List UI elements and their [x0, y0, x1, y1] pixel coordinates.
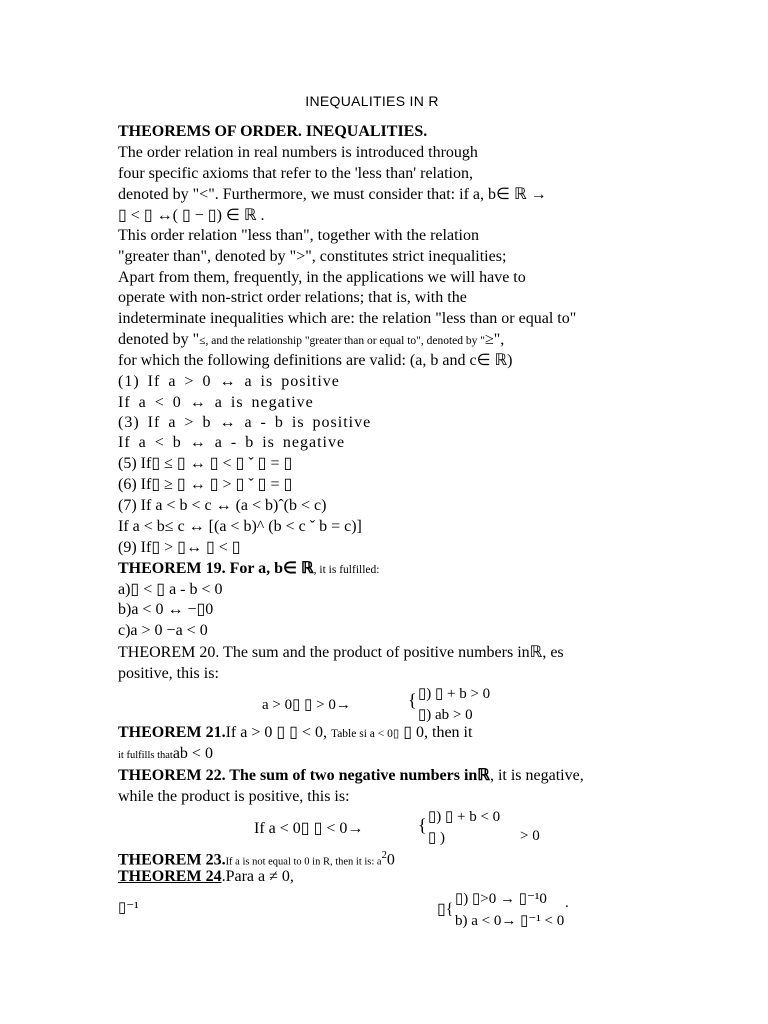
definition-item: If a < b≤ c ↔ [(a < b)^ (b < c ˇ b = c)] — [118, 518, 362, 535]
theorem-19-item: a)▯ < ▯ a - b < 0 — [118, 581, 223, 598]
formula-left: If a < 0▯ ▯ < 0→ — [254, 820, 364, 837]
theorem-20-line: positive, this is: — [118, 665, 219, 682]
formula-case: ▯) ▯>0 → ▯⁻¹0 — [455, 891, 547, 907]
definition-item: If a < b ↔ a - b is negative — [118, 434, 346, 451]
brace: ▯{ — [437, 901, 454, 918]
definition-item: (3) If a > b ↔ a - b is positive — [118, 414, 372, 431]
text-line: four specific axioms that refer to the 'less than' relation, — [118, 165, 473, 182]
theorem-22-line: while the product is positive, this is: — [118, 788, 350, 805]
definition-item: (1) If a > 0 ↔ a is positive — [118, 373, 340, 390]
formula-case: ▯ ) — [428, 830, 445, 846]
text-line: Apart from them, frequently, in the applications we will have to — [118, 269, 526, 286]
text-line-denoted: denoted by "≤, and the relationship "greater than or equal to", denoted by "≥", — [118, 331, 505, 348]
text-line: denoted by "<". Furthermore, we must consider that: if a, b∈ ℝ → — [118, 186, 547, 203]
formula-case: ▯) ▯ + b < 0 — [428, 809, 501, 825]
definition-item: (9) If▯ > ▯↔ ▯ < ▯ — [118, 539, 241, 556]
theorem-19-item: b)a < 0 ↔ −▯0 — [118, 601, 214, 618]
definition-item: (5) If▯ ≤ ▯ ↔ ▯ < ▯ ˇ ▯ = ▯ — [118, 455, 293, 472]
text-line: "greater than", denoted by ">", constitutes strict inequalities; — [118, 248, 507, 265]
theorem-21-line: it fulfills thatab < 0 — [118, 745, 213, 762]
page-title: INEQUALITIES IN R — [305, 93, 439, 109]
formula-case: ▯) ab > 0 — [418, 707, 473, 723]
definition-item: (7) If a < b < c ↔ (a < b)ˆ(b < c) — [118, 497, 327, 514]
formula-case: > 0 — [520, 828, 540, 844]
theorem-22: THEOREM 22. The sum of two negative numbers inℝ, it is negative, — [118, 767, 584, 784]
theorem-20: THEOREM 20. The sum and the product of positive numbers inℝ, es — [118, 644, 564, 661]
definition-item: If a < 0 ↔ a is negative — [118, 394, 314, 411]
theorem-19-item: c)a > 0 −a < 0 — [118, 622, 208, 639]
theorem-24: THEOREM 24.Para a ≠ 0, — [118, 868, 294, 885]
text-line: operate with non-strict order relations; that is, with the — [118, 289, 467, 306]
formula-left: a > 0▯ ▯ > 0→ — [262, 697, 351, 713]
text-line: for which the following definitions are valid: (a, b and c∈ ℝ) — [118, 352, 513, 369]
theorem-19: THEOREM 19. For a, b∈ ℝ, it is fulfilled: — [118, 560, 380, 577]
brace: { — [418, 815, 427, 835]
text-line: The order relation in real numbers is introduced through — [118, 144, 478, 161]
formula-left: ▯⁻¹ — [118, 900, 139, 916]
text-line: ▯ ˂ ▯ ↔( ▯ − ▯) ∈ ℝ . — [118, 207, 265, 224]
definition-item: (6) If▯ ≥ ▯ ↔ ▯ > ▯ ˇ ▯ = ▯ — [118, 476, 293, 493]
formula-case: ▯) ▯ + b > 0 — [418, 686, 491, 702]
text-line: indeterminate inequalities which are: the relation "less than or equal to" — [118, 310, 577, 327]
formula-case: b) a < 0→ ▯⁻¹ < 0 — [455, 913, 565, 929]
theorem-21: THEOREM 21.If a > 0 ▯ ▯ < 0, Table si a < 0▯ ▯ 0, then it — [118, 724, 473, 741]
formula-dot: . — [565, 895, 569, 911]
brace: { — [408, 690, 417, 710]
section-heading: THEOREMS OF ORDER. INEQUALITIES. — [118, 123, 428, 140]
theorem-23: THEOREM 23.If a is not equal to 0 in R, then it is: $a^20$ — [118, 850, 395, 869]
text-line: This order relation "less than", together with the relation — [118, 227, 479, 244]
